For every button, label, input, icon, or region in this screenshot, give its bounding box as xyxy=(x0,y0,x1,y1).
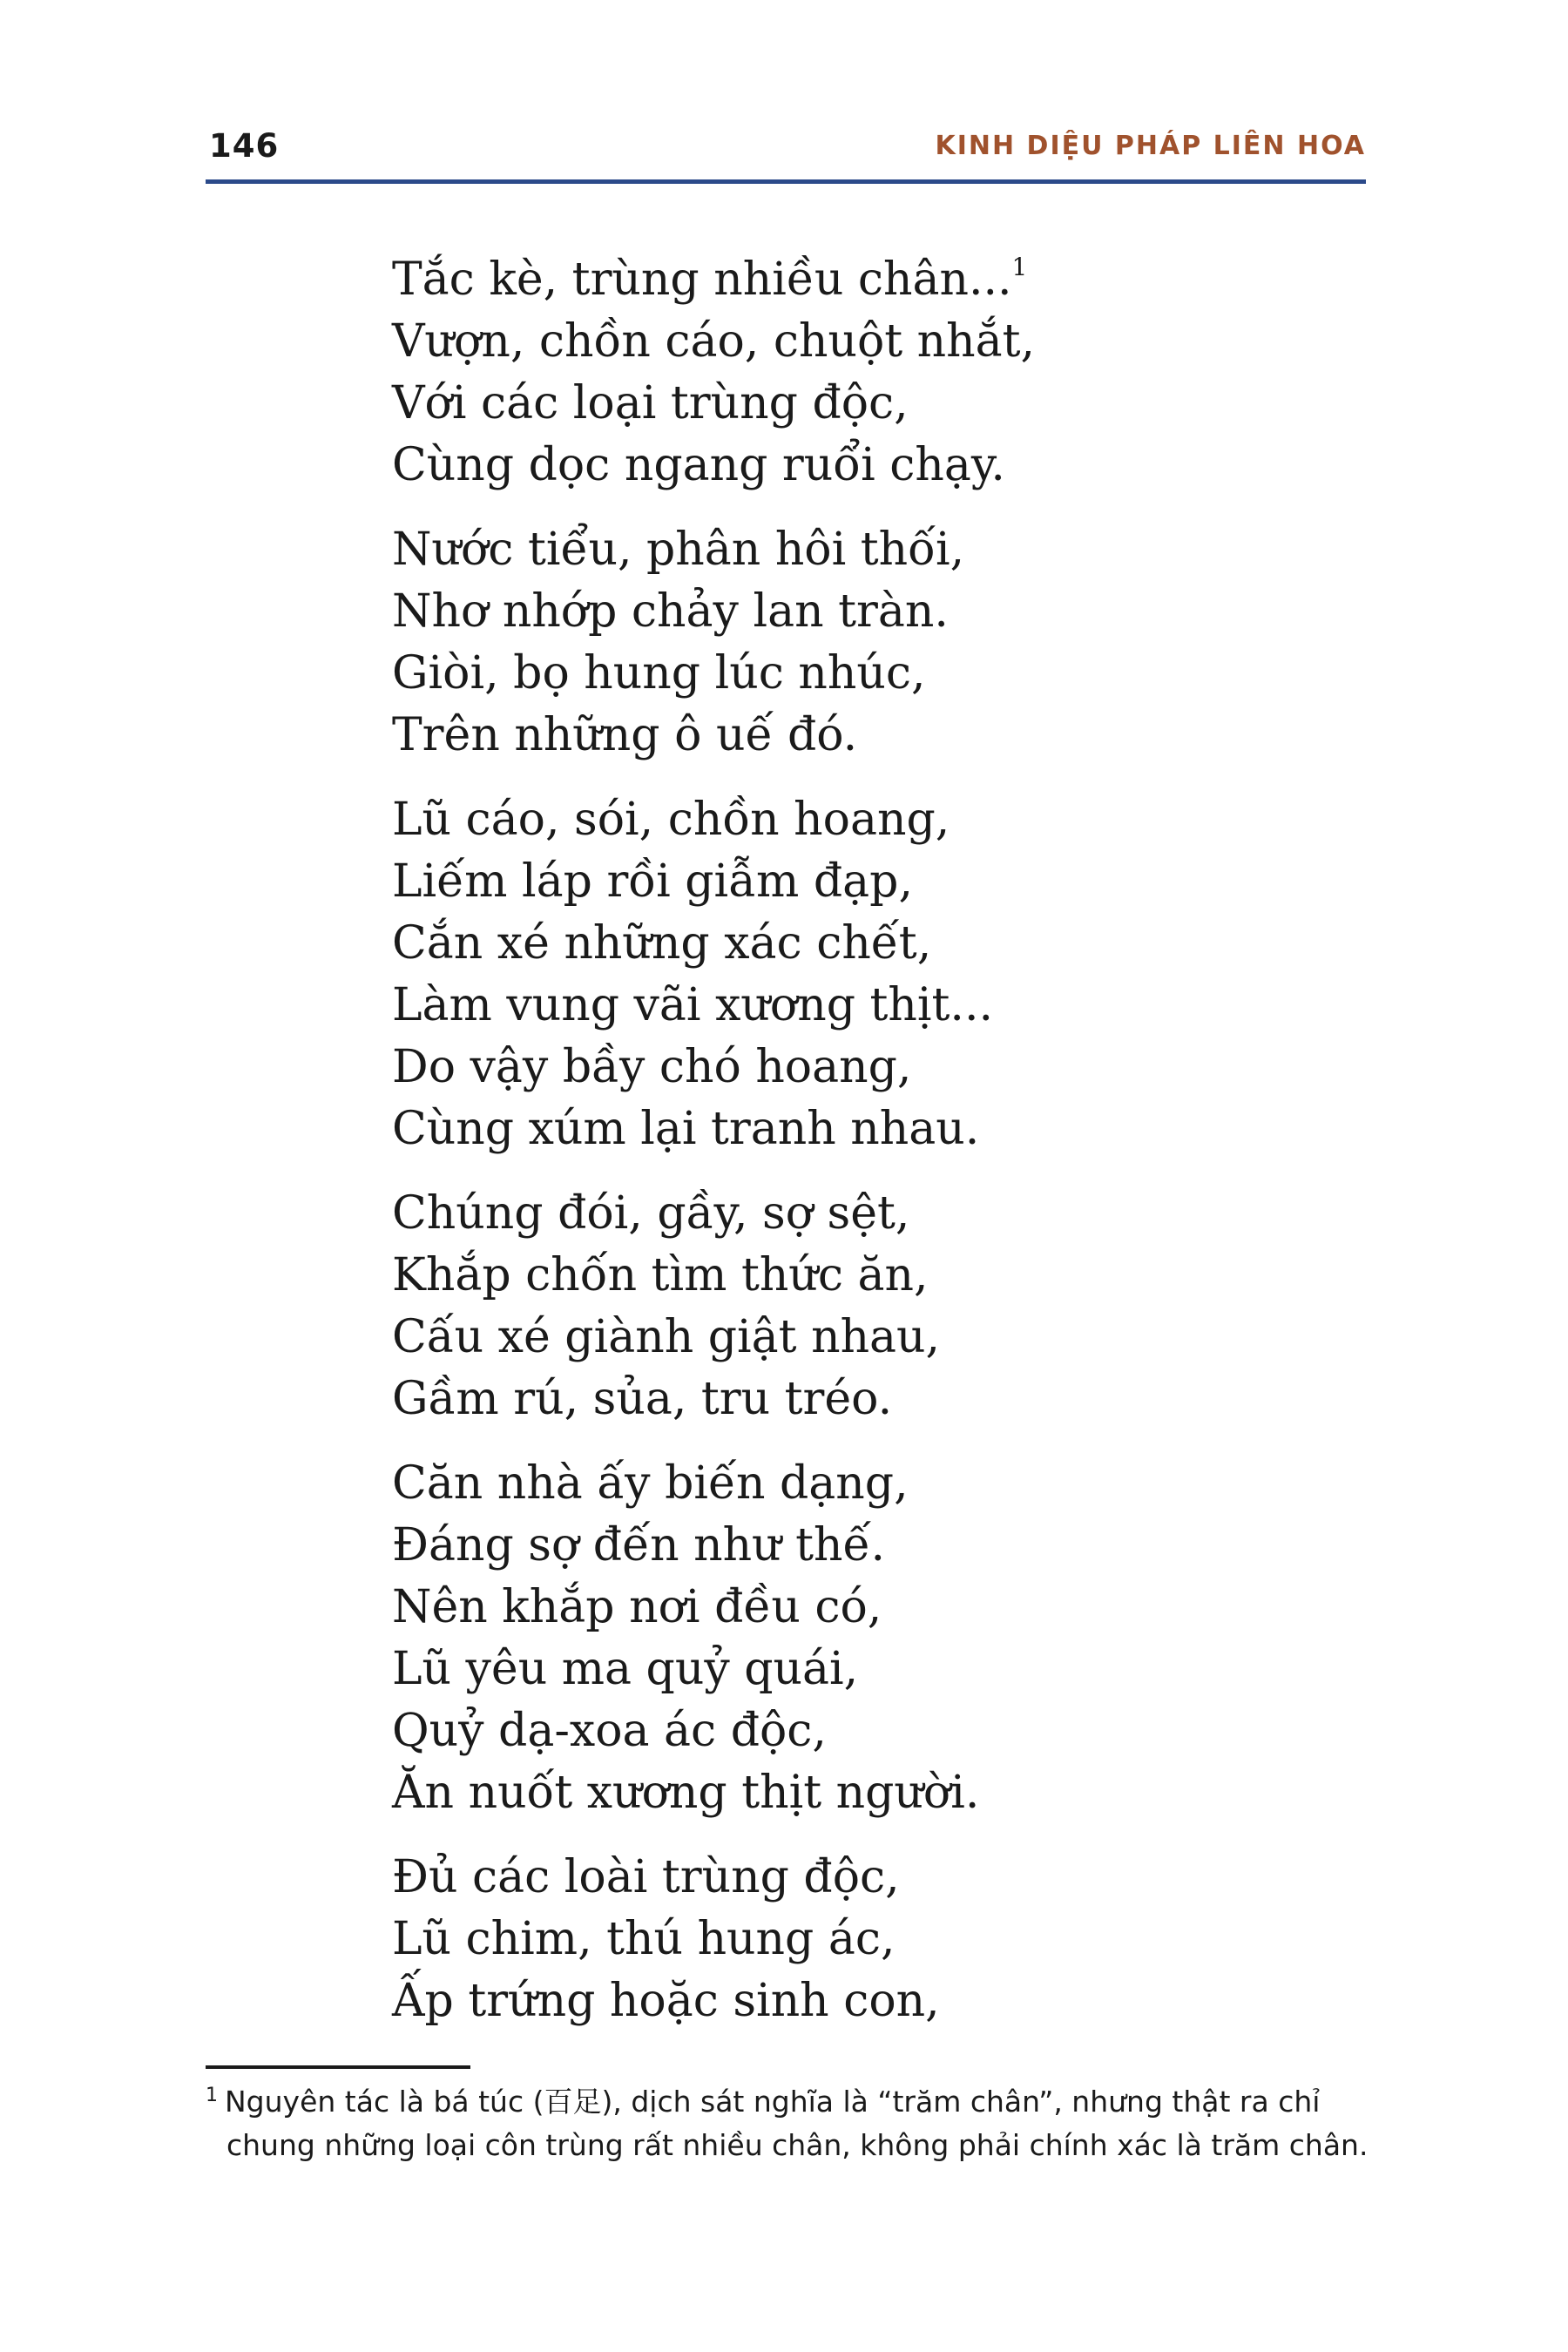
footnote-text: Nguyên tác là bá túc (百足), dịch sát nghĩa là “trăm chân”, nhưng thật ra chỉ xyxy=(225,2085,1321,2119)
poem-line: Lũ chim, thú hung ác, xyxy=(392,1913,896,1965)
poem-line: Lũ yêu ma quỷ quái, xyxy=(392,1643,859,1695)
footnote-marker: 1 xyxy=(206,2085,218,2106)
poem-line: Tắc kè, trùng nhiều chân...$^1$ xyxy=(392,253,1028,306)
stanza-3 xyxy=(392,789,1350,1160)
footnote-line-1 xyxy=(206,2080,1368,2124)
poem-line: Khắp chốn tìm thức ăn, xyxy=(392,1249,929,1301)
book-title: KINH DIỆU PHÁP LIÊN HOA xyxy=(935,131,1366,161)
poem-line: Trên những ô uế đó. xyxy=(392,709,858,761)
page-header xyxy=(206,118,1366,184)
poem-line: Lũ cáo, sói, chồn hoang, xyxy=(392,794,950,846)
poem-body xyxy=(392,249,1350,2055)
poem-line: Gầm rú, sủa, tru tréo. xyxy=(392,1373,893,1425)
poem-line: Giòi, bọ hung lúc nhúc, xyxy=(392,647,926,700)
footnote-line-2: chung những loại côn trùng rất nhiều chân, không phải chính xác là trăm chân. xyxy=(226,2128,1369,2162)
poem-line: Với các loại trùng độc, xyxy=(392,377,909,429)
poem-line: Cùng dọc ngang ruổi chạy. xyxy=(392,439,1005,491)
poem-line: Nên khắp nơi đều có, xyxy=(392,1581,882,1633)
footnote xyxy=(206,2080,1368,2167)
poem-line: Quỷ dạ-xoa ác độc, xyxy=(392,1705,827,1757)
poem-line: Đủ các loài trùng độc, xyxy=(392,1851,900,1903)
poem-line: Cùng xúm lại tranh nhau. xyxy=(392,1103,980,1155)
poem-line: Vượn, chồn cáo, chuột nhắt, xyxy=(392,315,1036,368)
stanza-4 xyxy=(392,1183,1350,1430)
poem-line: Chúng đói, gầy, sợ sệt, xyxy=(392,1187,910,1240)
poem-line: Cấu xé giành giật nhau, xyxy=(392,1311,941,1363)
poem-line: Liếm láp rồi giẫm đạp, xyxy=(392,855,913,908)
poem-line: Căn nhà ấy biến dạng, xyxy=(392,1457,909,1510)
poem-line: Ấp trứng hoặc sinh con, xyxy=(392,1975,940,2027)
poem-line: Do vậy bầy chó hoang, xyxy=(392,1041,912,1093)
poem-line: Nhơ nhớp chảy lan tràn. xyxy=(392,585,949,638)
poem-line: Ăn nuốt xương thịt người. xyxy=(392,1767,980,1819)
poem-line: Đáng sợ đến như thế. xyxy=(392,1519,886,1571)
poem-line: Nước tiểu, phân hôi thối, xyxy=(392,524,965,576)
poem-line: Làm vung vãi xương thịt... xyxy=(392,979,994,1031)
stanza-1 xyxy=(392,249,1350,497)
stanza-2 xyxy=(392,519,1350,767)
stanza-5 xyxy=(392,1453,1350,1824)
page-number: 146 xyxy=(209,127,280,165)
footnote-reference: 1 xyxy=(1011,253,1028,281)
footnote-divider xyxy=(206,2065,470,2069)
stanza-6 xyxy=(392,1847,1350,2032)
poem-line: Cắn xé những xác chết, xyxy=(392,917,932,970)
